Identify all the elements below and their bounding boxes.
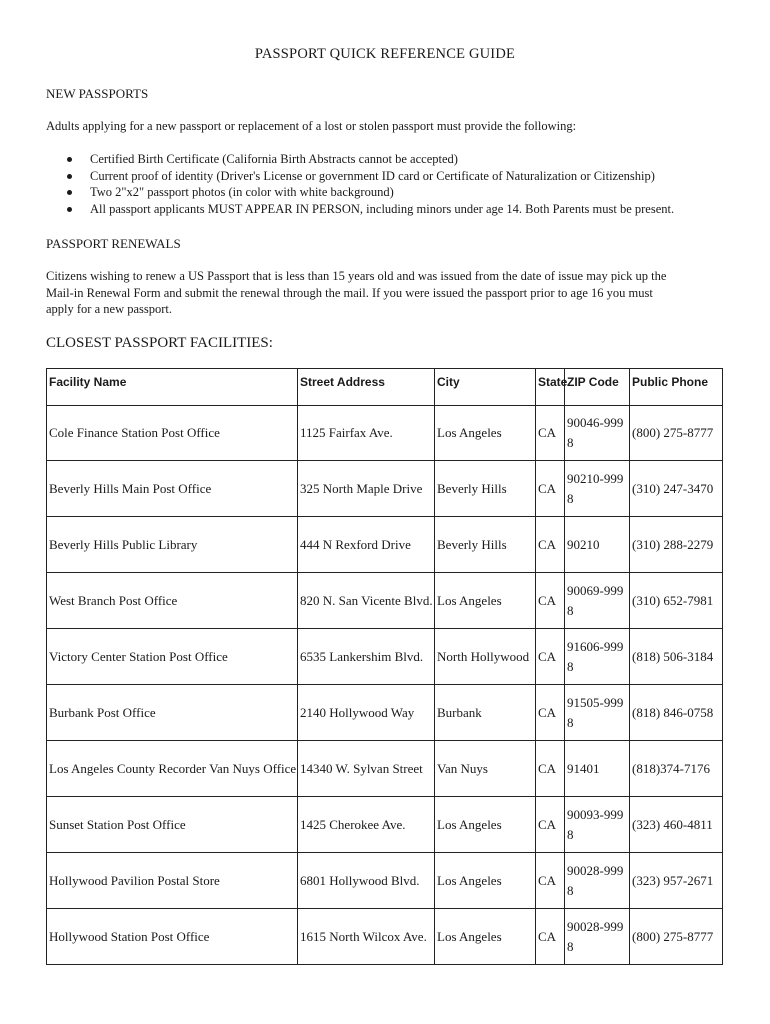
- street-address: 14340 W. Sylvan Street: [298, 741, 435, 797]
- street-address: 820 N. San Vicente Blvd.: [298, 573, 435, 629]
- public-phone: (323) 460-4811: [630, 797, 723, 853]
- renewals-paragraph: [46, 268, 726, 318]
- bullet-icon: [67, 157, 72, 162]
- facility-name: Sunset Station Post Office: [47, 797, 298, 853]
- bullet-icon: [67, 207, 72, 212]
- city: Los Angeles: [435, 797, 536, 853]
- public-phone: (800) 275-8777: [630, 909, 723, 965]
- column-header-state: State: [536, 369, 565, 406]
- facilities-heading: CLOSEST PASSPORT FACILITIES:: [46, 335, 273, 351]
- city: Los Angeles: [435, 853, 536, 909]
- facility-name: West Branch Post Office: [47, 573, 298, 629]
- zip-code: 90046-9998: [565, 406, 630, 461]
- table-row: [47, 797, 723, 853]
- column-header-public-phone: Public Phone: [630, 369, 723, 406]
- public-phone: (818)374-7176: [630, 741, 723, 797]
- requirements-list: [46, 151, 674, 217]
- city: North Hollywood: [435, 629, 536, 685]
- list-item-text: Two 2"x2" passport photos (in color with white background): [90, 185, 394, 199]
- table-row: [47, 573, 723, 629]
- list-item: [46, 201, 674, 218]
- facility-name: Los Angeles County Recorder Van Nuys Office: [47, 741, 298, 797]
- street-address: 1425 Cherokee Ave.: [298, 797, 435, 853]
- city: Los Angeles: [435, 909, 536, 965]
- state: CA: [536, 741, 565, 797]
- facility-name: Beverly Hills Main Post Office: [47, 461, 298, 517]
- city: Beverly Hills: [435, 461, 536, 517]
- column-header-facility-name: Facility Name: [47, 369, 298, 406]
- public-phone: (310) 652-7981: [630, 573, 723, 629]
- facility-name: Hollywood Pavilion Postal Store: [47, 853, 298, 909]
- state: CA: [536, 406, 565, 461]
- zip-code: 90028-9998: [565, 853, 630, 909]
- table-row: [47, 517, 723, 573]
- column-header-zip-code: ZIP Code: [565, 369, 630, 406]
- zip-code: 90028-9998: [565, 909, 630, 965]
- public-phone: (800) 275-8777: [630, 406, 723, 461]
- list-item: [46, 168, 674, 185]
- street-address: 6801 Hollywood Blvd.: [298, 853, 435, 909]
- state: CA: [536, 629, 565, 685]
- zip-code: 90210: [565, 517, 630, 573]
- public-phone: (818) 506-3184: [630, 629, 723, 685]
- zip-code: 91606-9998: [565, 629, 630, 685]
- renewals-heading: PASSPORT RENEWALS: [46, 236, 181, 251]
- zip-code: 90210-9998: [565, 461, 630, 517]
- state: CA: [536, 853, 565, 909]
- state: CA: [536, 797, 565, 853]
- public-phone: (323) 957-2671: [630, 853, 723, 909]
- list-item-text: All passport applicants MUST APPEAR IN PERSON, including minors under age 14. Both Parents must be present.: [90, 201, 675, 216]
- table-row: [47, 909, 723, 965]
- street-address: 325 North Maple Drive: [298, 461, 435, 517]
- state: CA: [536, 573, 565, 629]
- zip-code: 91401: [565, 741, 630, 797]
- zip-code: 91505-9998: [565, 685, 630, 741]
- table-header-row: [47, 369, 723, 406]
- public-phone: (818) 846-0758: [630, 685, 723, 741]
- table-row: [47, 685, 723, 741]
- list-item-text: Certified Birth Certificate (California Birth Abstracts cannot be accepted): [90, 152, 458, 166]
- street-address: 444 N Rexford Drive: [298, 517, 435, 573]
- street-address: 2140 Hollywood Way: [298, 685, 435, 741]
- city: Burbank: [435, 685, 536, 741]
- state: CA: [536, 685, 565, 741]
- table-row: [47, 461, 723, 517]
- facility-name: Hollywood Station Post Office: [47, 909, 298, 965]
- new-passports-intro: Adults applying for a new passport or replacement of a lost or stolen passport must provide the following:: [46, 119, 577, 133]
- renewals-line: apply for a new passport.: [46, 302, 173, 316]
- renewals-line: Citizens wishing to renew a US Passport that is less than 15 years old and was issued from the date of issue may pick up the: [46, 269, 667, 283]
- table-row: [47, 629, 723, 685]
- city: Beverly Hills: [435, 517, 536, 573]
- state: CA: [536, 461, 565, 517]
- zip-code: 90069-9998: [565, 573, 630, 629]
- street-address: 1615 North Wilcox Ave.: [298, 909, 435, 965]
- zip-code: 90093-9998: [565, 797, 630, 853]
- list-item-text: Current proof of identity (Driver's License or government ID card or Certificate of Naturalization or Citizenship): [90, 168, 655, 183]
- renewals-line: Mail-in Renewal Form and submit the renewal through the mail. If you were issued the passport prior to age 16 you must: [46, 285, 653, 300]
- new-passports-heading: NEW PASSPORTS: [46, 86, 149, 101]
- public-phone: (310) 288-2279: [630, 517, 723, 573]
- facility-name: Victory Center Station Post Office: [47, 629, 298, 685]
- column-header-street-address: Street Address: [298, 369, 435, 406]
- facility-name: Burbank Post Office: [47, 685, 298, 741]
- table-row: [47, 741, 723, 797]
- city: Los Angeles: [435, 573, 536, 629]
- state: CA: [536, 909, 565, 965]
- table-row: [47, 406, 723, 461]
- public-phone: (310) 247-3470: [630, 461, 723, 517]
- street-address: 1125 Fairfax Ave.: [298, 406, 435, 461]
- facility-name: Cole Finance Station Post Office: [47, 406, 298, 461]
- list-item: [46, 184, 674, 201]
- city: Los Angeles: [435, 406, 536, 461]
- column-header-city: City: [435, 369, 536, 406]
- table-row: [47, 853, 723, 909]
- facilities-table: [46, 368, 723, 965]
- street-address: 6535 Lankershim Blvd.: [298, 629, 435, 685]
- page-title: PASSPORT QUICK REFERENCE GUIDE: [254, 46, 516, 62]
- bullet-icon: [67, 190, 72, 195]
- bullet-icon: [67, 174, 72, 179]
- city: Van Nuys: [435, 741, 536, 797]
- facility-name: Beverly Hills Public Library: [47, 517, 298, 573]
- state: CA: [536, 517, 565, 573]
- list-item: [46, 151, 674, 168]
